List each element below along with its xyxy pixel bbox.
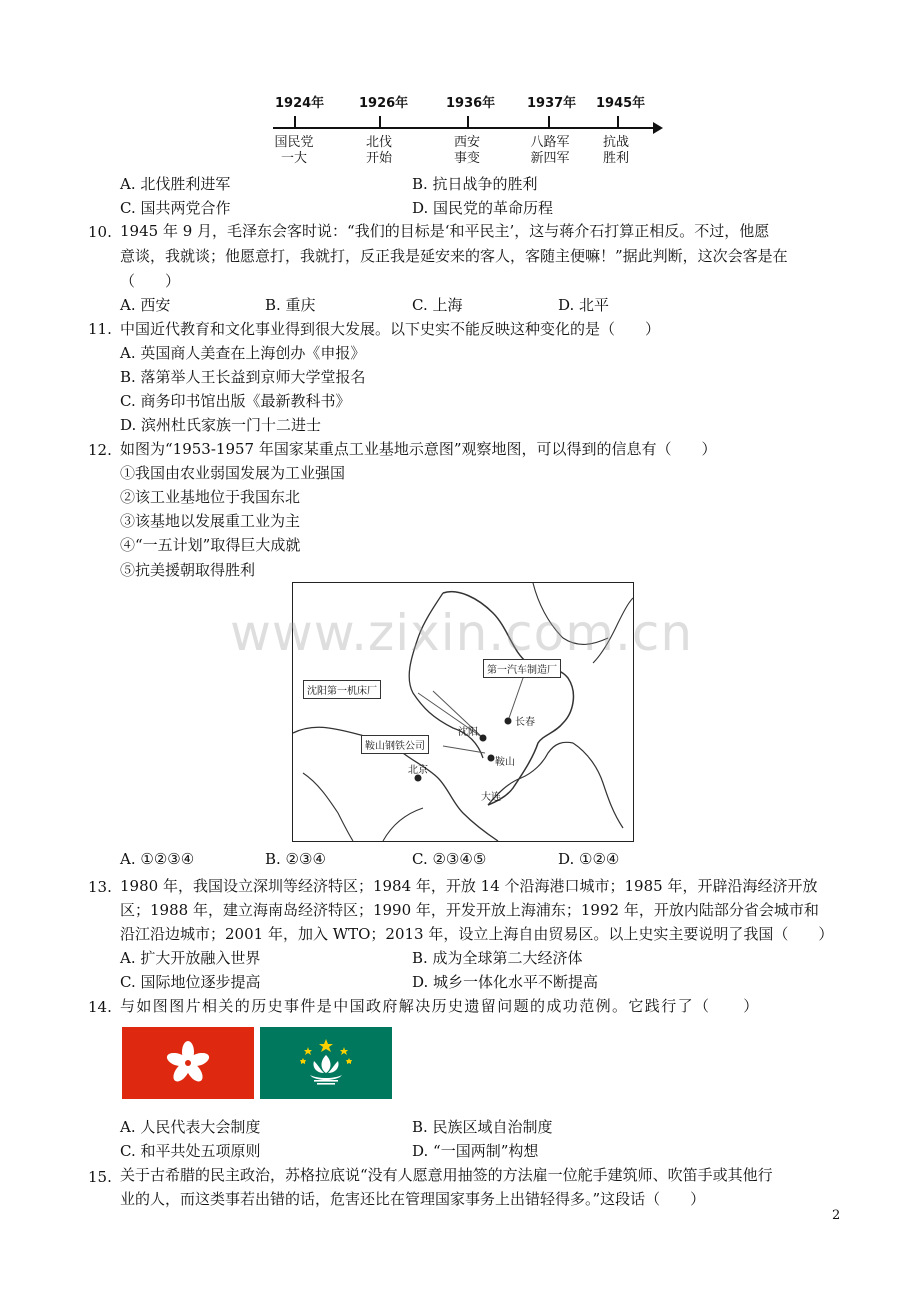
- lotus-flower-icon: [260, 1027, 392, 1099]
- q9-option-a[interactable]: A. 北伐胜利进军: [120, 175, 231, 193]
- map-city-shenyang: 沈阳: [458, 727, 478, 738]
- page-number: 2: [832, 1208, 841, 1223]
- q10-option-a[interactable]: A. 西安: [120, 296, 171, 314]
- q15-stem-line: 业的人，而这类事若出错的话，危害还比在管理国家事务上出错轻得多。”这段话（ ）: [120, 1190, 706, 1208]
- macau-flag: [260, 1027, 392, 1099]
- timeline-event: 国民党 一大: [274, 135, 314, 166]
- q13-stem-line: 沿江沿边城市；2001 年，加入 WTO；2013 年，设立上海自由贸易区。以上史实主要说明了我国（ ）: [120, 925, 834, 943]
- map-label-shenyang-machine-tool: 沈阳第一机床厂: [303, 680, 381, 699]
- timeline-event: 八路军 新四军: [530, 135, 570, 166]
- q14-number: 14.: [88, 998, 112, 1016]
- q12-item: ①我国由农业弱国发展为工业强国: [120, 464, 346, 482]
- q9-option-b[interactable]: B. 抗日战争的胜利: [412, 175, 538, 193]
- map-city-dalian: 大连: [481, 792, 501, 803]
- q13-option-d[interactable]: D. 城乡一体化水平不断提高: [412, 973, 599, 991]
- timeline-figure: [268, 86, 668, 171]
- watermark: www.zixin.com.cn: [230, 604, 694, 662]
- q14-option-a[interactable]: A. 人民代表大会制度: [120, 1118, 261, 1136]
- map-label-first-auto-factory: 第一汽车制造厂: [483, 659, 561, 678]
- q12-item: ③该基地以发展重工业为主: [120, 512, 301, 530]
- map-city-beijing: 北京: [408, 765, 428, 776]
- q9-option-c[interactable]: C. 国共两党合作: [120, 199, 231, 217]
- q10-stem-line: （ ）: [120, 272, 181, 290]
- map-label-anshan-steel: 鞍山钢铁公司: [361, 735, 429, 754]
- q12-stem: 如图为“1953-1957 年国家某重点工业基地示意图”观察地图，可以得到的信息有（ ）: [120, 440, 717, 458]
- q12-option-b[interactable]: B. ②③④: [265, 850, 326, 868]
- q12-option-c[interactable]: C. ②③④⑤: [412, 850, 487, 868]
- q9-option-d[interactable]: D. 国民党的革命历程: [412, 199, 554, 217]
- bauhinia-flower-icon: [122, 1027, 254, 1099]
- q14-stem: 与如图图片相关的历史事件是中国政府解决历史遗留问题的成功范例。它践行了（ ）: [120, 997, 760, 1015]
- q12-option-a[interactable]: A. ①②③④: [120, 850, 195, 868]
- q15-stem-line: 关于古希腊的民主政治，苏格拉底说“没有人愿意用抽签的方法雇一位舵手建筑师、吹笛手或其他行: [120, 1166, 773, 1184]
- q10-stem-line: 1945 年 9 月，毛泽东会客时说：“我们的目标是‘和平民主’，这与蒋介石打算正相反。不过，他愿: [120, 222, 770, 240]
- q10-stem-line: 意谈，我就谈；他愿意打，我就打，反正我是延安来的客人，客随主便嘛！”据此判断，这次会客是在: [120, 247, 788, 265]
- timeline-year: 1936年: [446, 96, 496, 111]
- q11-option-a[interactable]: A. 英国商人美查在上海创办《申报》: [120, 344, 366, 362]
- timeline-year: 1945年: [596, 96, 646, 111]
- q11-option-d[interactable]: D. 滨州杜氏家族一门十二进士: [120, 416, 322, 434]
- q13-stem-line: 1980 年，我国设立深圳等经济特区；1984 年，开放 14 个沿海港口城市；1985 年，开辟沿海经济开放: [120, 877, 818, 895]
- q12-item: ④“一五计划”取得巨大成就: [120, 536, 301, 554]
- q11-option-c[interactable]: C. 商务印书馆出版《最新教科书》: [120, 392, 351, 410]
- q12-item: ⑤抗美援朝取得胜利: [120, 561, 256, 579]
- q12-option-d[interactable]: D. ①②④: [558, 850, 620, 868]
- q14-option-d[interactable]: D. “一国两制”构想: [412, 1142, 539, 1160]
- q10-number: 10.: [88, 223, 112, 241]
- q12-number: 12.: [88, 441, 112, 459]
- q14-option-b[interactable]: B. 民族区域自治制度: [412, 1118, 553, 1136]
- q10-option-d[interactable]: D. 北平: [558, 296, 610, 314]
- q13-option-c[interactable]: C. 国际地位逐步提高: [120, 973, 261, 991]
- q10-option-c[interactable]: C. 上海: [412, 296, 463, 314]
- q13-option-a[interactable]: A. 扩大开放融入世界: [120, 949, 261, 967]
- q11-number: 11.: [88, 320, 112, 338]
- timeline-event: 北伐 开始: [365, 135, 392, 166]
- q11-stem: 中国近代教育和文化事业得到很大发展。以下史实不能反映这种变化的是（ ）: [120, 320, 661, 338]
- q10-option-b[interactable]: B. 重庆: [265, 296, 316, 314]
- timeline-year: 1924年: [275, 96, 325, 111]
- map-city-changchun: 长春: [515, 717, 535, 728]
- q12-item: ②该工业基地位于我国东北: [120, 488, 301, 506]
- q13-stem-line: 区；1988 年，建立海南岛经济特区；1990 年，开发开放上海浦东；1992 年，开放内陆部分省会城市和: [120, 901, 819, 919]
- q11-option-b[interactable]: B. 落第举人王长益到京师大学堂报名: [120, 368, 366, 386]
- q14-option-c[interactable]: C. 和平共处五项原则: [120, 1142, 261, 1160]
- hong-kong-flag: [122, 1027, 254, 1099]
- timeline-event: 西安 事变: [453, 135, 480, 166]
- q13-number: 13.: [88, 878, 112, 896]
- q13-option-b[interactable]: B. 成为全球第二大经济体: [412, 949, 583, 967]
- map-city-anshan: 鞍山: [495, 757, 515, 768]
- timeline-year: 1926年: [359, 96, 409, 111]
- q15-number: 15.: [88, 1168, 112, 1186]
- timeline-event: 抗战 胜利: [602, 135, 629, 166]
- timeline-year: 1937年: [527, 96, 577, 111]
